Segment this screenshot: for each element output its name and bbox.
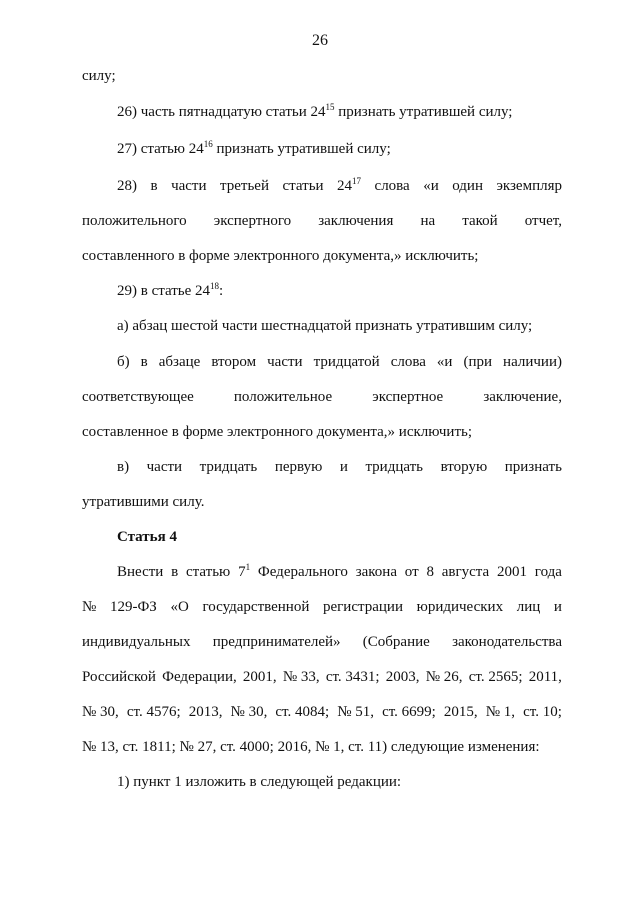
item-27: 27) статью $24^{16}$ признать утратившей силу; (117, 139, 391, 157)
item-29-a: а) абзац шестой части шестнадцатой признать утратившим силу; (117, 318, 533, 334)
item-29-v-line-2: утратившими силу. (82, 494, 205, 510)
item-28-line-3: составленного в форме электронного документа,» исключить; (82, 248, 479, 264)
item-28-line-1: 28) в части третьей статьи $24^{17}$ слова «и один экземпляр (117, 176, 562, 194)
article-4-item-1: 1) пункт 1 изложить в следующей редакции: (117, 774, 402, 790)
item-28-line-2: положительного экспертного заключения на такой отчет, (82, 213, 562, 229)
article-4-line-4: Российской Федерации, 2001, № 33, ст. 3431; 2003, № 26, ст. 2565; 2011, (82, 669, 562, 685)
article-heading: Статья 4 (117, 529, 177, 545)
item-29-b-line-2: соответствующее положительное экспертное заключение, (82, 389, 562, 405)
item-29-b-line-1: б) в абзаце втором части тридцатой слова «и (при наличии) (117, 354, 562, 370)
article-4-line-3: индивидуальных предпринимателей» (Собрание законодательства (82, 634, 562, 650)
item-29: 29) в статье $24^{18}$: (117, 281, 224, 299)
article-4-line-2: № 129-ФЗ «О государственной регистрации юридических лиц и (82, 599, 562, 615)
page-number: 26 (312, 32, 328, 49)
item-29-v-line-1: в) части тридцать первую и тридцать вторую признать (117, 459, 562, 475)
article-4-line-1: Внести в статью $7^1$ Федерального закона от 8 августа 2001 года (117, 562, 562, 580)
article-4-line-6: № 13, ст. 1811; № 27, ст. 4000; 2016, № 1, ст. 11) следующие изменения: (82, 739, 540, 755)
item-26: 26) часть пятнадцатую статьи $24^{15}$ признать утратившей силу; (117, 102, 513, 120)
article-4-line-5: № 30, ст. 4576; 2013, № 30, ст. 4084; № 51, ст. 6699; 2015, № 1, ст. 10; (82, 704, 562, 720)
text-line: силу; (82, 68, 116, 84)
item-29-b-line-3: составленное в форме электронного документа,» исключить; (82, 424, 473, 440)
